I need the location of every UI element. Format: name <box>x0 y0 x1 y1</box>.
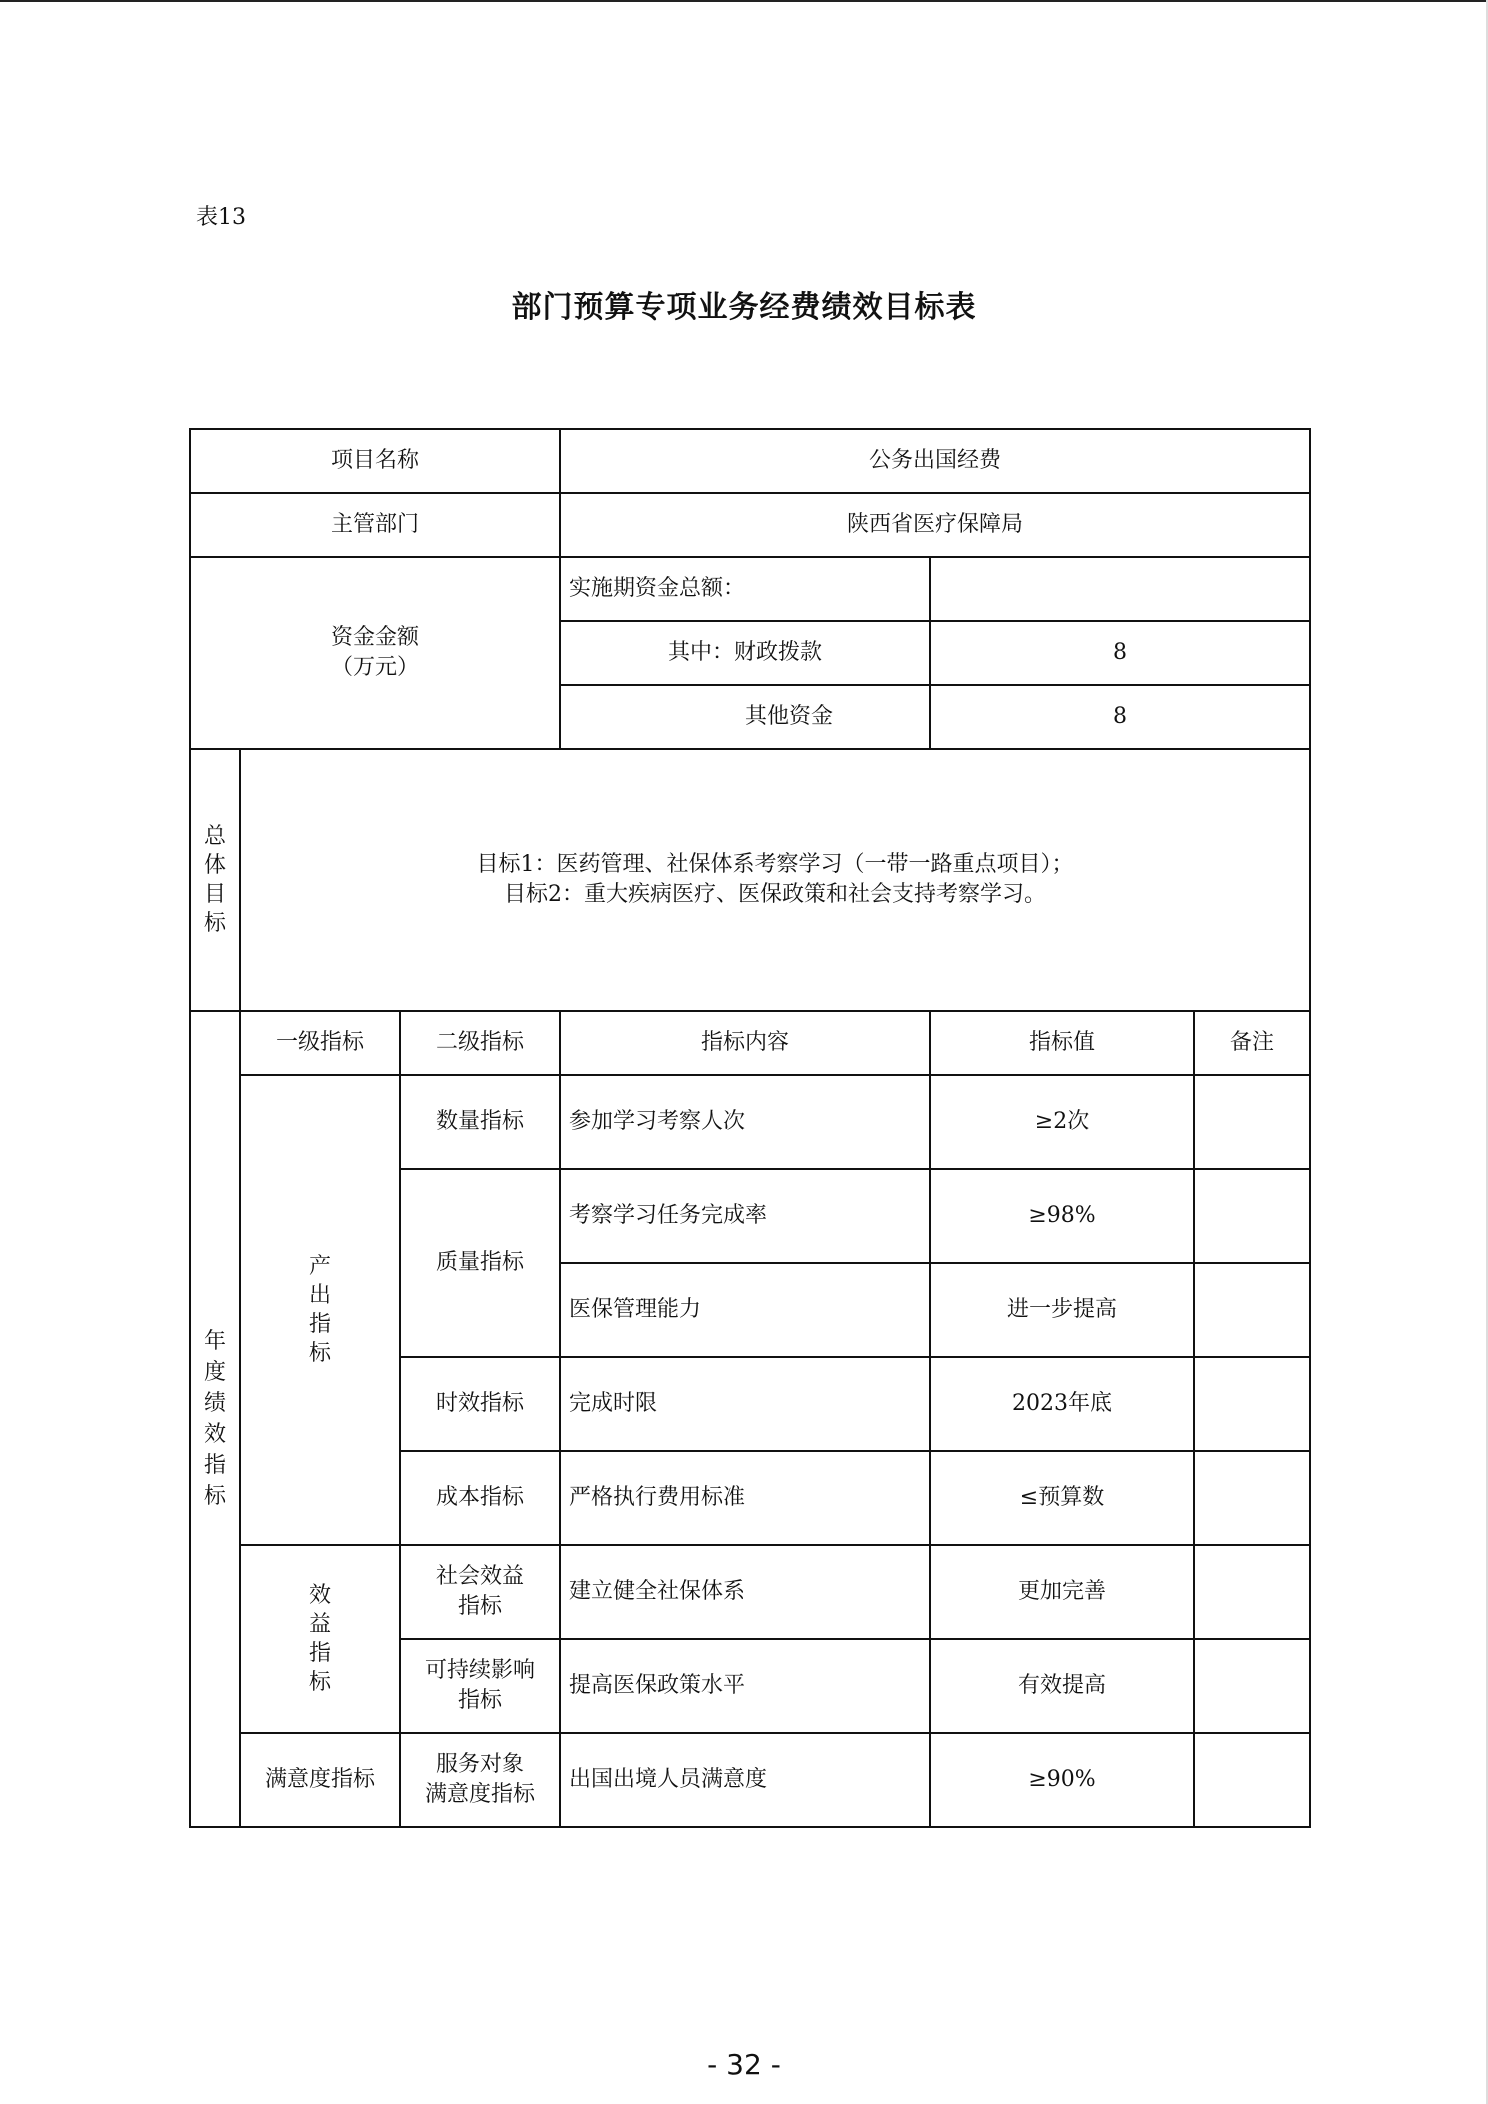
cost-note <box>1194 1451 1310 1545</box>
quality-a-value: ≥98% <box>930 1169 1194 1263</box>
cost-level2: 成本指标 <box>400 1451 560 1545</box>
funds-other-value: 8 <box>930 685 1310 749</box>
output-indicator-cell <box>240 1075 400 1545</box>
timeliness-value: 2023年底 <box>930 1357 1194 1451</box>
quality-a-content: 考察学习任务完成率 <box>560 1169 930 1263</box>
quantity-value: ≥2次 <box>930 1075 1194 1169</box>
annual-indicator-label: 年度绩效指标 <box>203 1329 226 1509</box>
funds-label <box>190 557 560 749</box>
header-content: 指标内容 <box>560 1011 930 1075</box>
quantity-content: 参加学习考察人次 <box>560 1075 930 1169</box>
funds-label-line2: （万元） <box>330 655 419 680</box>
table-number: 表13 <box>196 205 246 230</box>
quality-b-content: 医保管理能力 <box>560 1263 930 1357</box>
annual-indicator-label-cell <box>190 1011 240 1827</box>
header-value: 指标值 <box>930 1011 1194 1075</box>
quality-b-note <box>1194 1263 1310 1357</box>
output-indicator-label: 产出指标 <box>308 1254 331 1366</box>
performance-target-table <box>189 428 1311 1828</box>
benefit-indicator-cell <box>240 1545 400 1733</box>
overall-goal-label: 总体目标 <box>203 824 226 936</box>
page-number: - 32 - <box>707 2048 781 2081</box>
table-row <box>190 557 1310 621</box>
satisfaction-indicator-label: 满意度指标 <box>240 1733 400 1827</box>
timeliness-note <box>1194 1357 1310 1451</box>
sustain-content: 提高医保政策水平 <box>560 1639 930 1733</box>
funds-fiscal-label: 其中：财政拨款 <box>560 621 930 685</box>
project-name-value: 公务出国经费 <box>560 429 1310 493</box>
benefit-indicator-label: 效益指标 <box>308 1583 331 1695</box>
satisfaction-level2: 服务对象 满意度指标 <box>400 1733 560 1827</box>
satisfaction-value: ≥90% <box>930 1733 1194 1827</box>
table-row <box>190 1011 1310 1075</box>
overall-goal-1: 目标1：医药管理、社保体系考察学习（一带一路重点项目）； <box>476 852 1074 877</box>
funds-fiscal-value: 8 <box>930 621 1310 685</box>
overall-goal-2: 目标2：重大疾病医疗、医保政策和社会支持考察学习。 <box>504 882 1046 907</box>
social-note <box>1194 1545 1310 1639</box>
project-name-label: 项目名称 <box>190 429 560 493</box>
social-value: 更加完善 <box>930 1545 1194 1639</box>
timeliness-level2: 时效指标 <box>400 1357 560 1451</box>
quality-level2: 质量指标 <box>400 1169 560 1357</box>
timeliness-content: 完成时限 <box>560 1357 930 1451</box>
funds-total-label: 实施期资金总额： <box>560 557 930 621</box>
header-level2: 二级指标 <box>400 1011 560 1075</box>
overall-goal-label-cell <box>190 749 240 1011</box>
quantity-level2: 数量指标 <box>400 1075 560 1169</box>
header-level1: 一级指标 <box>240 1011 400 1075</box>
satisfaction-content: 出国出境人员满意度 <box>560 1733 930 1827</box>
cost-content: 严格执行费用标准 <box>560 1451 930 1545</box>
funds-other-label: 其他资金 <box>560 685 930 749</box>
funds-label-line1: 资金金额 <box>330 625 419 650</box>
social-content: 建立健全社保体系 <box>560 1545 930 1639</box>
department-value: 陕西省医疗保障局 <box>560 493 1310 557</box>
table-row <box>190 1075 1310 1169</box>
table-row <box>190 749 1310 1011</box>
quality-b-value: 进一步提高 <box>930 1263 1194 1357</box>
table-row <box>190 429 1310 493</box>
table-row <box>190 1733 1310 1827</box>
document-title: 部门预算专项业务经费绩效目标表 <box>511 290 977 325</box>
header-note: 备注 <box>1194 1011 1310 1075</box>
satisfaction-note <box>1194 1733 1310 1827</box>
social-level2: 社会效益 指标 <box>400 1545 560 1639</box>
department-label: 主管部门 <box>190 493 560 557</box>
sustain-note <box>1194 1639 1310 1733</box>
quality-a-note <box>1194 1169 1310 1263</box>
funds-total-value <box>930 557 1310 621</box>
table-row <box>190 493 1310 557</box>
cost-value: ≤预算数 <box>930 1451 1194 1545</box>
page-top-border <box>0 0 1488 2</box>
sustain-level2: 可持续影响 指标 <box>400 1639 560 1733</box>
table-row <box>190 1545 1310 1639</box>
quantity-note <box>1194 1075 1310 1169</box>
sustain-value: 有效提高 <box>930 1639 1194 1733</box>
overall-goal-content <box>240 749 1310 1011</box>
